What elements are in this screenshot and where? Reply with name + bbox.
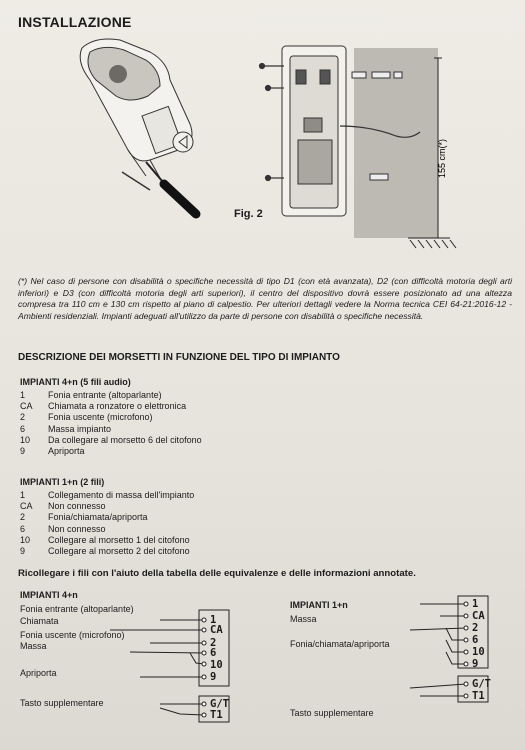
list-item: 1 Fonia entrante (altoparlante): [20, 390, 162, 400]
figure-caption: Fig. 2: [234, 208, 263, 220]
arrow-indicator-icon: [173, 132, 193, 152]
terminal-label: 10: [210, 659, 223, 671]
wiring-left-title: IMPIANTI 4+n: [20, 590, 78, 600]
wiring-label: Massa: [20, 641, 47, 651]
impianti-1n-list: [20, 490, 194, 557]
list-item: 9 Collegare al morsetto 2 del citofono: [20, 546, 190, 557]
terminal-label: G/T: [472, 678, 491, 690]
screwdriver-drawing: [122, 162, 196, 214]
list-item: 10 Da collegare al morsetto 6 del citofono: [20, 434, 202, 445]
wiring-label: Massa: [290, 614, 317, 624]
wiring-right-title: IMPIANTI 1+n: [290, 600, 348, 610]
screws: [260, 64, 285, 181]
wiring-label: Tasto supplementare: [20, 698, 104, 708]
list-item: 2 Fonia uscente (microfono): [20, 412, 153, 423]
wiring-label: Fonia/chiamata/apriporta: [290, 639, 390, 649]
terminal-label: 1: [210, 614, 217, 626]
wiring-intro: Ricollegare i fili con l'aiuto della tabella delle equivalenze e delle informazioni annotate.: [18, 568, 416, 579]
list-item: CA Non connesso: [20, 501, 106, 512]
wiring-label: Fonia entrante (altoparlante): [20, 604, 134, 614]
list-item: CA Chiamata a ronzatore o elettronica: [20, 401, 187, 412]
wiring-label: Tasto supplementare: [290, 708, 374, 718]
wiring-label: Fonia uscente (microfono): [20, 630, 125, 640]
terminal-label: 10: [472, 646, 485, 658]
terminal-label: 9: [210, 671, 217, 683]
list-item: 6 Non connesso: [20, 523, 106, 534]
terminal-label: 9: [472, 658, 479, 670]
list-item: 2 Fonia/chiamata/apriporta: [20, 512, 148, 523]
wiring-label: Apriporta: [20, 668, 57, 678]
footnote: (*) Nel caso di persone con disabilità o specifiche necessità di tipo D1 (con età avanzata), D2 (con difficoltà motoria degli arti inferiori) e D3 (con difficoltà motoria degli arti superiori), il centro del dispositivo dovrà essere posizionato ad una altezza compresa tra 110 cm e 130 cm rispetto al piano di calpestio. Per ulteriori dettagli vedere la Norma tecnica CEI 64-21:2016-12 - Ambienti residenziali. Impianti adeguati all'utilizzo da parte di persone con disabilità o specifiche necessità.: [18, 276, 512, 321]
list-item: 10 Collegare al morsetto 1 del citofono: [20, 534, 190, 545]
terminal-label: 6: [472, 634, 479, 646]
impianti-1n-title: IMPIANTI 1+n (2 fili): [20, 477, 105, 487]
terminal-label: CA: [210, 624, 223, 636]
terminal-label: CA: [472, 610, 485, 622]
terminal-label: 2: [472, 622, 479, 634]
list-item: 9 Apriporta: [20, 446, 85, 457]
floor-hatch: [410, 240, 456, 248]
impianti-4n-title: IMPIANTI 4+n (5 fili audio): [20, 377, 131, 387]
page-title: INSTALLAZIONE: [18, 14, 132, 30]
terminal-label: 1: [472, 598, 479, 610]
wiring-label: Chiamata: [20, 616, 59, 626]
list-item: 1 Collegamento di massa dell'impianto: [20, 490, 195, 500]
terminal-label: 2: [210, 637, 217, 649]
list-item: 6 Massa impianto: [20, 423, 112, 434]
terminal-label: T1: [210, 709, 223, 721]
section-title: DESCRIZIONE DEI MORSETTI IN FUNZIONE DEL TIPO DI IMPIANTO: [18, 352, 340, 363]
height-label: 155 cm(*): [437, 138, 447, 178]
base-plate: [282, 46, 346, 216]
terminal-label: 6: [210, 647, 217, 659]
impianti-4n-list: [20, 390, 202, 457]
handset-drawing: [80, 39, 192, 178]
terminal-label: T1: [472, 690, 485, 702]
terminal-label: G/T: [210, 698, 229, 710]
